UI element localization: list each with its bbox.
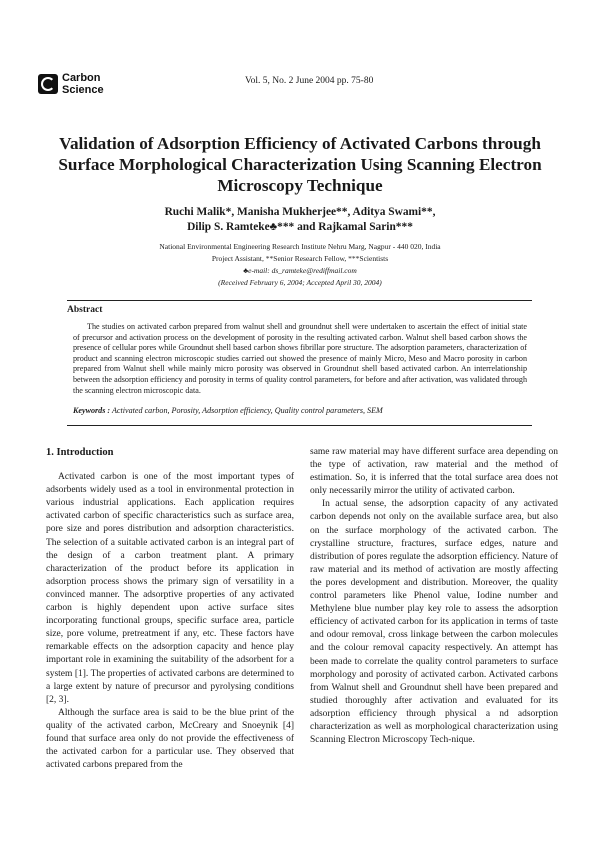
- author-line-2: Dilip S. Ramteke♣*** and Rajkamal Sarin***: [187, 221, 413, 233]
- logo-line-2: Science: [62, 84, 104, 96]
- affiliation-roles: Project Assistant, **Senior Research Fellow, ***Scientists: [211, 254, 389, 263]
- intro-paragraph-2: Although the surface area is said to be the blue print of the quality of the activated carbon, McCreary and Snoeynik [4] found that surface area only do not provide the effectiveness of the activated carbon for a particular use. They observed that activated carbons prepared from the: [46, 707, 294, 771]
- abstract-heading: Abstract: [67, 305, 103, 315]
- abstract-bottom-rule: [67, 425, 532, 426]
- left-column: [46, 446, 294, 772]
- affiliation-institute: National Environmental Engineering Research Institute Nehru Marg, Nagpur - 440 020, India: [159, 242, 441, 251]
- right-column: [310, 446, 558, 747]
- keywords-label: Keywords :: [73, 406, 111, 415]
- author-list: [40, 205, 560, 235]
- affiliation-block: [40, 241, 560, 289]
- intro-paragraph-3: same raw material may have different surface area depending on the type of activation, raw material and the method of estimation. So, it is inferred that the total surface area does not only necessarily mirror the utility of activated carbon.: [310, 447, 558, 497]
- section-heading-introduction: 1. Introduction: [46, 447, 114, 458]
- journal-citation: Vol. 5, No. 2 June 2004 pp. 75-80: [245, 76, 374, 86]
- logo-line-1: Carbon: [62, 72, 101, 84]
- paper-title: Validation of Adsorption Efficiency of Activated Carbons through Surface Morphological Characterization Using Scanning Electron Microscopy Technique: [58, 134, 542, 195]
- carbon-logo-icon: [38, 74, 58, 94]
- abstract-top-rule: [67, 300, 532, 301]
- author-line-1: Ruchi Malik*, Manisha Mukherjee**, Aditya Swami**,: [164, 206, 436, 218]
- affiliation-email: ♣e-mail: ds_ramteke@rediffmail.com: [243, 266, 357, 275]
- keywords-text: Activated carbon, Porosity, Adsorption efficiency, Quality control parameters, SEM: [111, 406, 383, 415]
- received-dates: (Received February 6, 2004; Accepted April 30, 2004): [218, 278, 382, 287]
- keywords: [73, 406, 527, 415]
- intro-paragraph-4: In actual sense, the adsorption capacity of any activated carbon depends not only on the available surface area, but also on the surface morphology of the activated carbon. The crystalline structure, fractures, surface edges, nature and distribution of pores regulate the adsorption efficiency. Nature of raw material and its method of activation are mostly affecting the pores development and distribution. Moreover, the quality control parameters like Phenol value, Iodine number and Methylene blue number play key role to assess the adsorption efficiency of activated carbon for its application in terms of taste and odour removal, cross linkage between the carbon molecules and the colour removal capacity respectively. An attempt has been made to correlate the quality control parameters to surface morphology and porosity of activated carbon. Activated carbons from Walnut shell and Groundnut shell have been prepared and studied thoroughly after activation and evaluated for its adsorption efficiency through physical a nd adsorption characterization as well as morphological characterization using Scanning Electron Microscopy Tech-nique.: [310, 499, 558, 746]
- abstract-text: The studies on activated carbon prepared from walnut shell and groundnut shell were undertaken to ascertain the effect of initial state of precursor and activation process on the development of porosity in the resulting activated carbon. Walnut shell based carbon shows the presence of cellular pores while Groundnut shell based carbon shows fibrillar pore structure. The adsorption parameters, characterization of product and scanning electron microscopic studies carried out showed the presence of mainly Micro, Meso and Macro porosity in carbon prepared from Walnut shell while mainly micro porosity was observed in Groundnut shell based activated carbon. An interrelationship between the adsorption efficiency and porosity in terms of quality control parameters, for before and after activation, was validated through the scanning electron microscopic data.: [73, 322, 527, 395]
- journal-logo: [38, 72, 104, 96]
- intro-paragraph-1: Activated carbon is one of the most important types of adsorbents widely used as a tool in environmental protection in various industrial applications. Each application requires activated carbon of specific characteristics such as surface area, pore size and pores distribution and adsorption characteristics. The selection of a suitable activated carbon is an integral part of the design of a carbon treatment plant. A primary characterization of the product before its application in adsorption process shows the primary sign of versatility in a convinced manner. The adsorptive properties of any activated carbon is highly dependent upon active surface sites incorporating functional groups, specific surface area, particle size, pore volume, pretreatment if any, etc. These factors have remarkable effects on the adsorption capacity and hence play important role in examining the suitability of the adsorbent for a system [1]. The properties of activated carbons are determined to a large extent by nature of precursor and pyrolysing conditions [2, 3].: [46, 472, 294, 705]
